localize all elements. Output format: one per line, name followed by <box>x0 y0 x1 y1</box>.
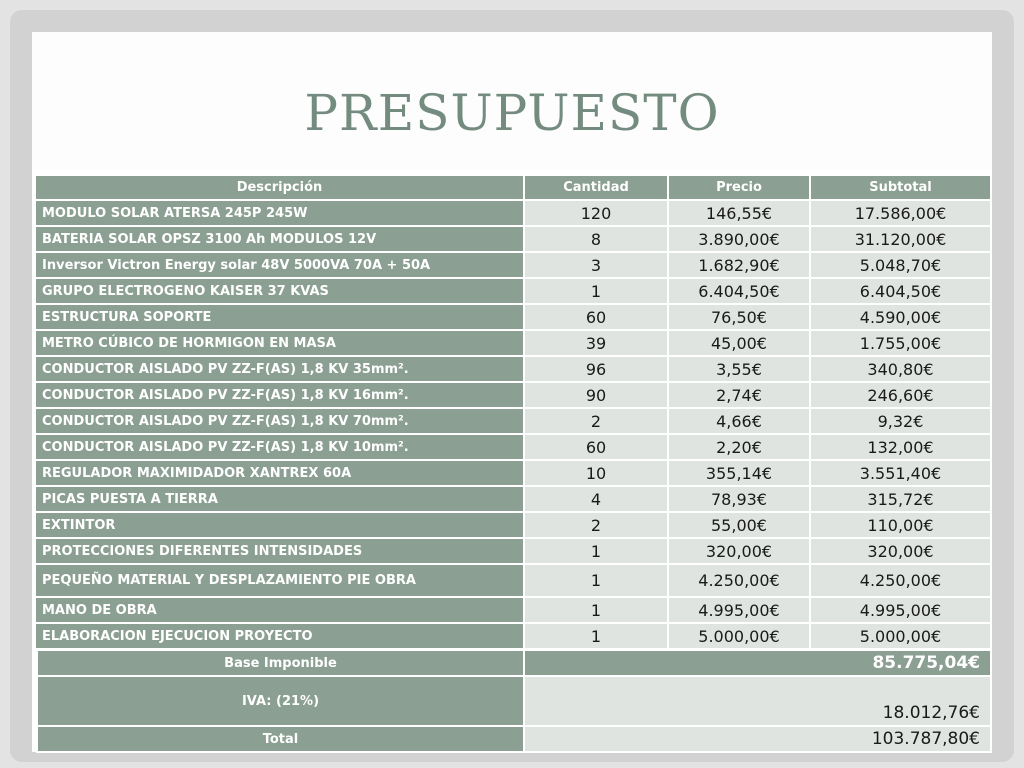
item-price: 2,20€ <box>668 434 810 460</box>
item-subtotal: 340,80€ <box>810 356 991 382</box>
item-quantity: 60 <box>524 304 668 330</box>
item-price: 355,14€ <box>668 460 810 486</box>
slide-title: PRESUPUESTO <box>304 84 720 142</box>
table-row <box>35 623 991 649</box>
item-price: 78,93€ <box>668 486 810 512</box>
iva-value: 18.012,76€ <box>524 676 991 726</box>
item-price: 3.890,00€ <box>668 226 810 252</box>
table-row <box>35 200 991 226</box>
item-description: MODULO SOLAR ATERSA 245P 245W <box>35 200 524 226</box>
slide <box>32 32 992 752</box>
item-description: Inversor Victron Energy solar 48V 5000VA 70A + 50A <box>35 252 524 278</box>
item-subtotal: 31.120,00€ <box>810 226 991 252</box>
header-subtotal: Subtotal <box>810 175 991 200</box>
item-price: 55,00€ <box>668 512 810 538</box>
item-quantity: 2 <box>524 512 668 538</box>
item-description: MANO DE OBRA <box>35 597 524 623</box>
table-row <box>35 564 991 597</box>
table-row <box>35 382 991 408</box>
item-quantity: 60 <box>524 434 668 460</box>
item-description: EXTINTOR <box>35 512 524 538</box>
item-quantity: 1 <box>524 564 668 597</box>
item-description: PICAS PUESTA A TIERRA <box>35 486 524 512</box>
header-cantidad: Cantidad <box>524 175 668 200</box>
item-description: ESTRUCTURA SOPORTE <box>35 304 524 330</box>
table-row <box>35 597 991 623</box>
item-price: 146,55€ <box>668 200 810 226</box>
table-row <box>35 330 991 356</box>
item-subtotal: 320,00€ <box>810 538 991 564</box>
item-price: 1.682,90€ <box>668 252 810 278</box>
table-row <box>35 278 991 304</box>
item-subtotal: 110,00€ <box>810 512 991 538</box>
item-quantity: 4 <box>524 486 668 512</box>
item-quantity: 2 <box>524 408 668 434</box>
table-row <box>35 252 991 278</box>
item-price: 4,66€ <box>668 408 810 434</box>
item-subtotal: 4.995,00€ <box>810 597 991 623</box>
item-description: CONDUCTOR AISLADO PV ZZ-F(AS) 1,8 KV 10mm². <box>35 434 524 460</box>
item-subtotal: 17.586,00€ <box>810 200 991 226</box>
table-row <box>35 304 991 330</box>
header-precio: Precio <box>668 175 810 200</box>
item-subtotal: 4.590,00€ <box>810 304 991 330</box>
base-imponible-label: Base Imponible <box>37 650 524 676</box>
item-description: CONDUCTOR AISLADO PV ZZ-F(AS) 1,8 KV 70mm². <box>35 408 524 434</box>
table-row <box>35 434 991 460</box>
header-descripcion: Descripción <box>35 175 524 200</box>
item-quantity: 90 <box>524 382 668 408</box>
item-description: PROTECCIONES DIFERENTES INTENSIDADES <box>35 538 524 564</box>
item-price: 2,74€ <box>668 382 810 408</box>
item-subtotal: 9,32€ <box>810 408 991 434</box>
item-quantity: 1 <box>524 538 668 564</box>
item-description: METRO CÚBICO DE HORMIGON EN MASA <box>35 330 524 356</box>
item-quantity: 10 <box>524 460 668 486</box>
item-description: GRUPO ELECTROGENO KAISER 37 KVAS <box>35 278 524 304</box>
item-subtotal: 5.000,00€ <box>810 623 991 649</box>
item-subtotal: 4.250,00€ <box>810 564 991 597</box>
title-band <box>32 32 992 170</box>
totals-table <box>36 649 992 753</box>
item-quantity: 8 <box>524 226 668 252</box>
item-description: ELABORACION EJECUCION PROYECTO <box>35 623 524 649</box>
table-row <box>35 226 991 252</box>
item-subtotal: 6.404,50€ <box>810 278 991 304</box>
item-price: 45,00€ <box>668 330 810 356</box>
item-subtotal: 3.551,40€ <box>810 460 991 486</box>
item-subtotal: 132,00€ <box>810 434 991 460</box>
item-price: 4.995,00€ <box>668 597 810 623</box>
base-imponible-value: 85.775,04€ <box>524 650 991 676</box>
item-quantity: 1 <box>524 623 668 649</box>
total-label: Total <box>37 726 524 752</box>
item-price: 6.404,50€ <box>668 278 810 304</box>
item-price: 76,50€ <box>668 304 810 330</box>
item-quantity: 120 <box>524 200 668 226</box>
item-price: 3,55€ <box>668 356 810 382</box>
iva-label: IVA: (21%) <box>37 676 524 726</box>
item-subtotal: 315,72€ <box>810 486 991 512</box>
table-row <box>35 512 991 538</box>
item-description: PEQUEÑO MATERIAL Y DESPLAZAMIENTO PIE OBRA <box>35 564 524 597</box>
item-quantity: 1 <box>524 597 668 623</box>
item-price: 4.250,00€ <box>668 564 810 597</box>
item-price: 320,00€ <box>668 538 810 564</box>
table-row <box>35 486 991 512</box>
table-row <box>35 356 991 382</box>
item-price: 5.000,00€ <box>668 623 810 649</box>
item-subtotal: 1.755,00€ <box>810 330 991 356</box>
item-quantity: 3 <box>524 252 668 278</box>
budget-table <box>34 174 992 650</box>
item-description: BATERIA SOLAR OPSZ 3100 Ah MODULOS 12V <box>35 226 524 252</box>
item-quantity: 96 <box>524 356 668 382</box>
total-value: 103.787,80€ <box>524 726 991 752</box>
item-subtotal: 5.048,70€ <box>810 252 991 278</box>
item-description: REGULADOR MAXIMIDADOR XANTREX 60A <box>35 460 524 486</box>
table-row <box>35 460 991 486</box>
table-row <box>35 538 991 564</box>
item-quantity: 39 <box>524 330 668 356</box>
item-quantity: 1 <box>524 278 668 304</box>
item-subtotal: 246,60€ <box>810 382 991 408</box>
item-description: CONDUCTOR AISLADO PV ZZ-F(AS) 1,8 KV 16mm². <box>35 382 524 408</box>
item-description: CONDUCTOR AISLADO PV ZZ-F(AS) 1,8 KV 35mm². <box>35 356 524 382</box>
table-row <box>35 408 991 434</box>
